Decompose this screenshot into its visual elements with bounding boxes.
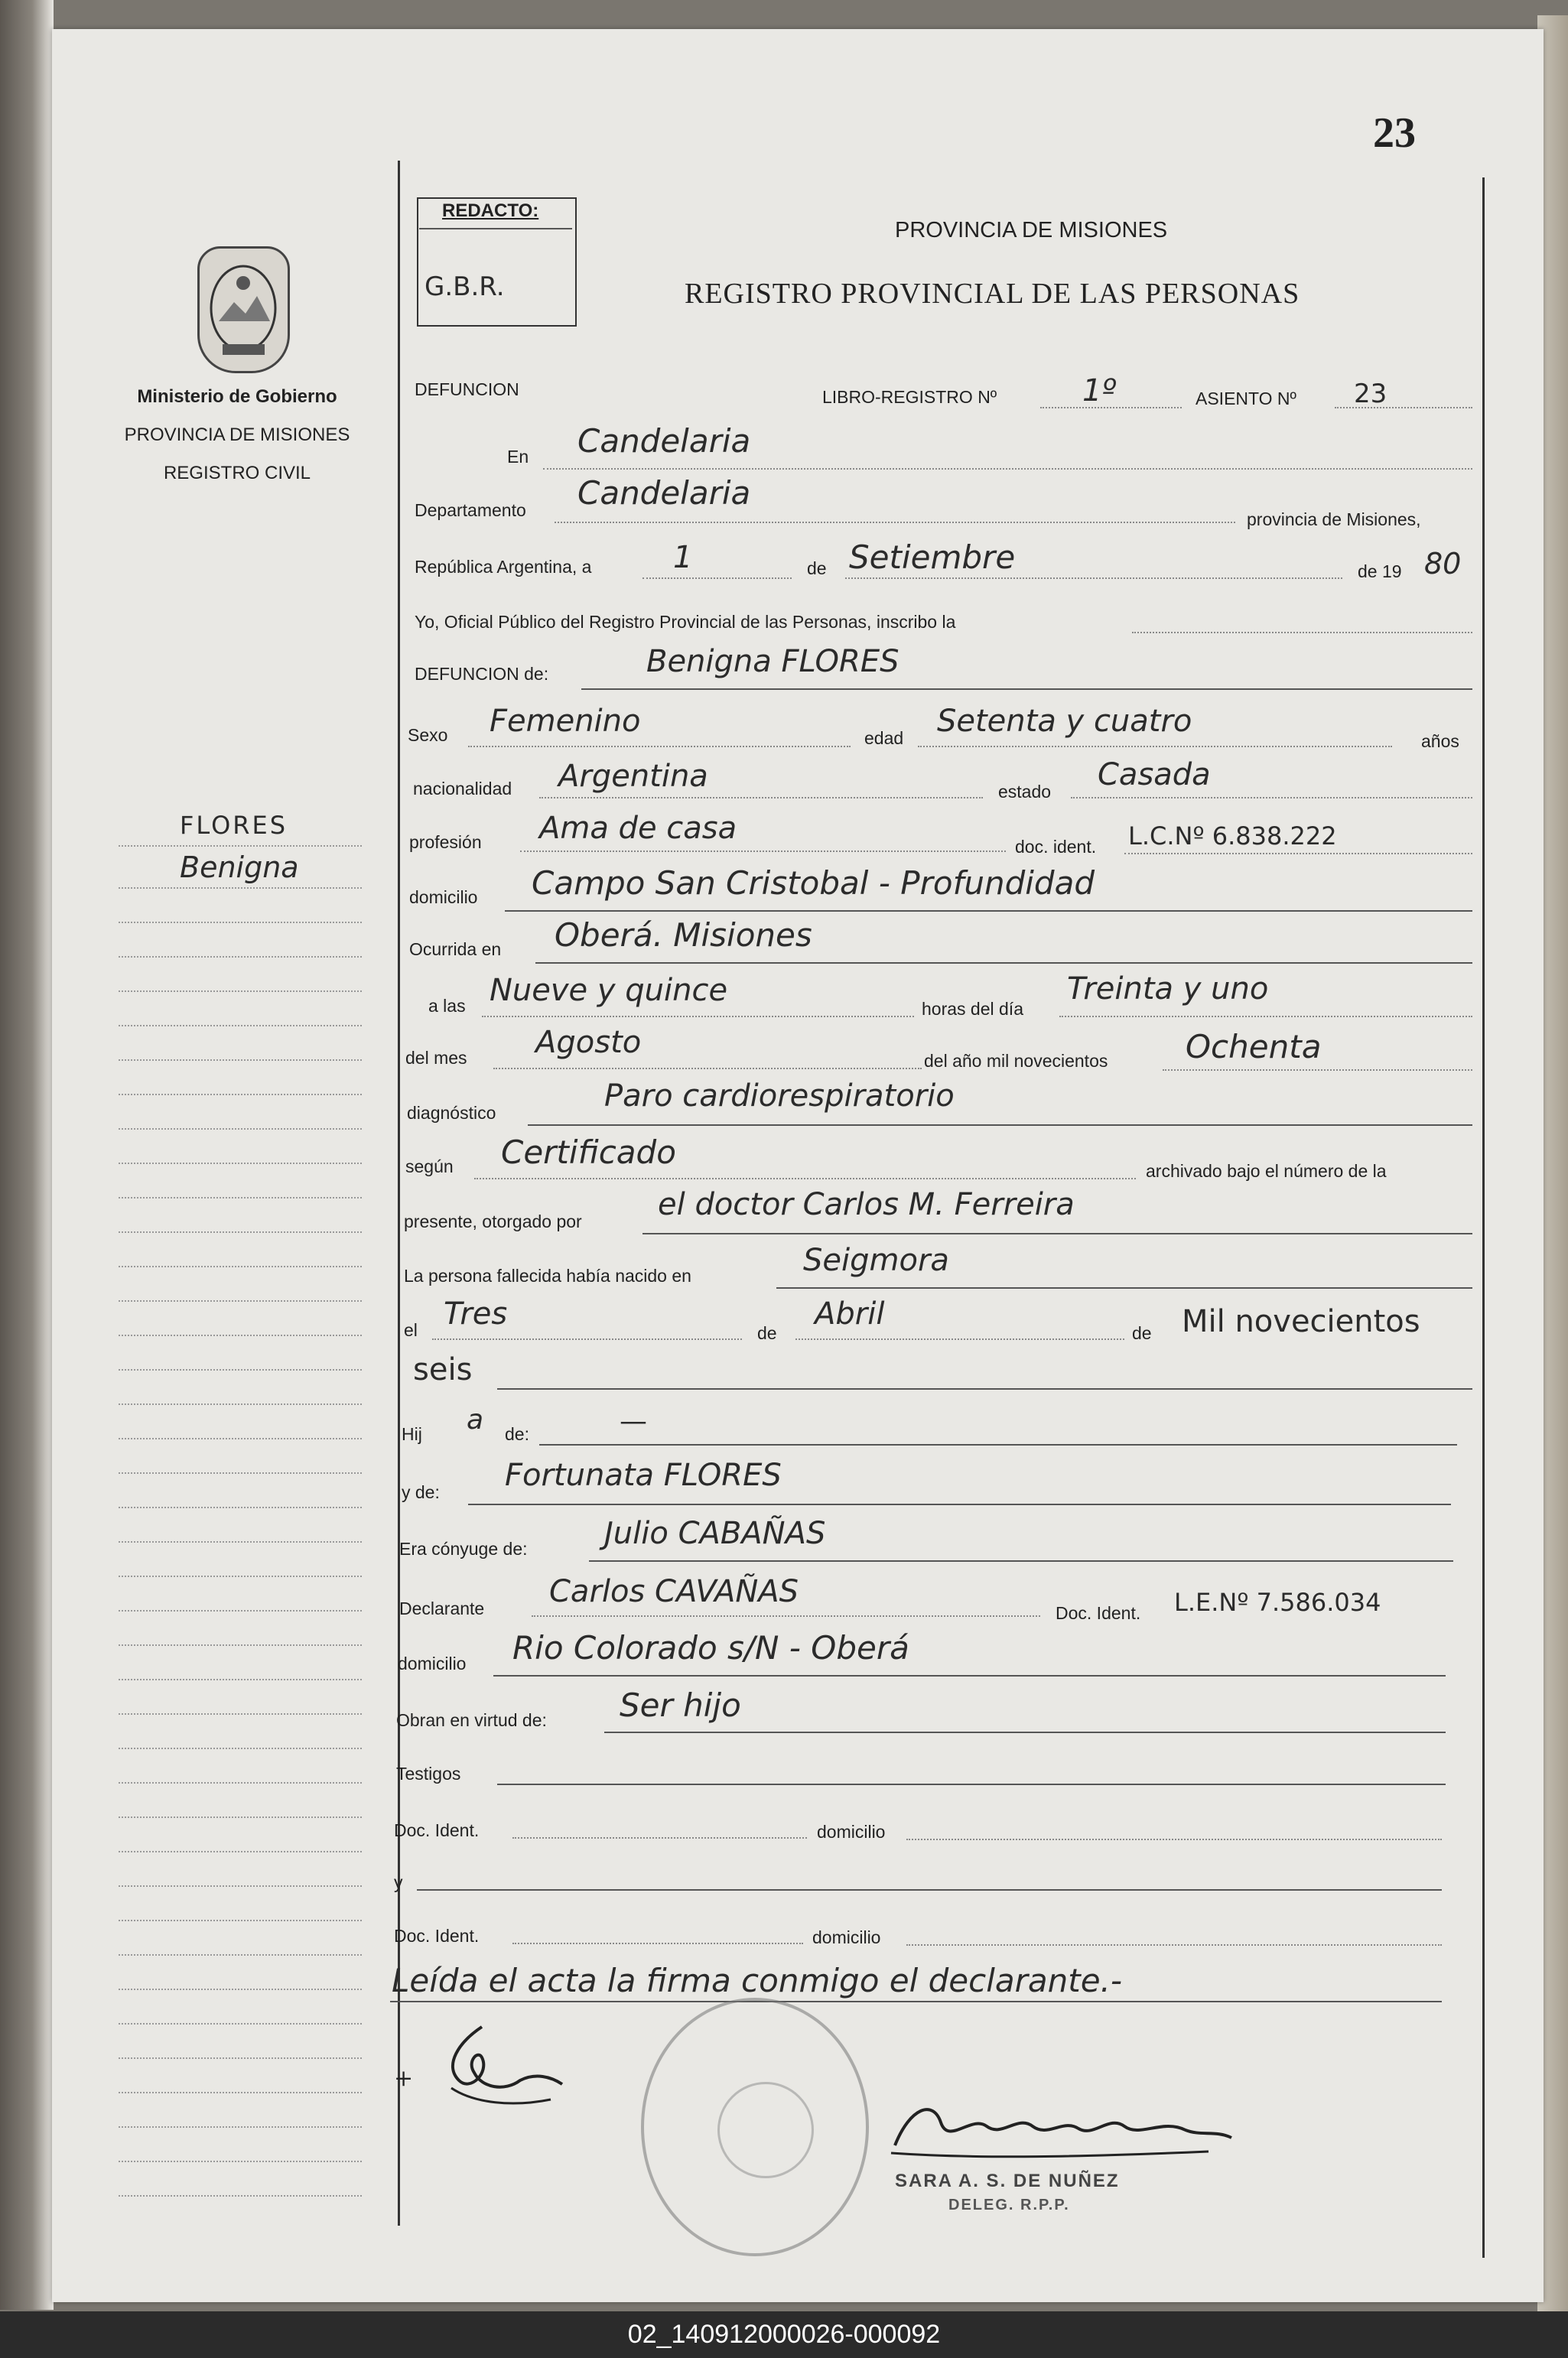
provincia-label: provincia de Misiones, xyxy=(1247,509,1421,529)
underline xyxy=(589,1560,1453,1562)
underline xyxy=(468,1504,1451,1505)
provincial-emblem-icon xyxy=(197,246,290,373)
margin-line xyxy=(119,1300,362,1302)
margin-line xyxy=(119,1197,362,1199)
underline xyxy=(417,1889,1442,1891)
civil-registry-label: REGISTRO CIVIL xyxy=(163,463,311,483)
alas-value: Nueve y quince xyxy=(490,973,728,1008)
doc1-label: Doc. Ident. xyxy=(394,1820,480,1840)
asiento-label: ASIENTO Nº xyxy=(1196,389,1296,408)
year-value: 80 xyxy=(1424,547,1462,581)
underline xyxy=(1163,1069,1472,1071)
el-label: el xyxy=(404,1320,418,1340)
underline xyxy=(604,1732,1446,1733)
margin-line xyxy=(119,2023,362,2025)
estado-value: Casada xyxy=(1098,757,1211,792)
record-type-label: DEFUNCION xyxy=(415,379,519,399)
official-name: SARA A. S. DE NUÑEZ xyxy=(895,2171,1120,2191)
profesion-value: Ama de casa xyxy=(539,811,737,846)
underline xyxy=(468,746,851,747)
y-label: y xyxy=(394,1872,403,1892)
alas-label: a las xyxy=(428,996,466,1016)
underline xyxy=(581,688,1472,690)
margin-surname: FLORES xyxy=(180,811,288,840)
underline xyxy=(642,577,792,579)
margin-line xyxy=(119,1576,362,1577)
margin-line xyxy=(119,1369,362,1371)
profesion-label: profesión xyxy=(409,832,482,852)
margin-given-name: Benigna xyxy=(180,851,299,884)
underline xyxy=(795,1338,1124,1340)
margin-line xyxy=(119,1920,362,1921)
underline xyxy=(520,851,1006,852)
declarante-label: Declarante xyxy=(399,1599,485,1618)
underline xyxy=(543,468,1472,470)
docident-value: L.C.Nº 6.838.222 xyxy=(1128,821,1337,851)
doc2-label: Doc. Ident. xyxy=(394,1926,480,1946)
official-signature-icon xyxy=(887,2092,1239,2164)
mes-value: Agosto xyxy=(535,1025,642,1060)
underline xyxy=(528,1124,1472,1126)
underline xyxy=(918,746,1392,747)
diagnostico-value: Paro cardiorespiratorio xyxy=(604,1078,955,1114)
underline xyxy=(512,1943,803,1944)
departamento-label: Departamento xyxy=(415,500,526,520)
margin-line xyxy=(119,1266,362,1267)
segun-label: según xyxy=(405,1156,454,1176)
dia-value: Treinta y uno xyxy=(1067,971,1269,1007)
yde-label: y de: xyxy=(402,1482,440,1502)
yo-label: Yo, Oficial Público del Registro Provincial de las Personas, inscribo la xyxy=(415,612,956,632)
underline xyxy=(390,2001,1442,2002)
nac-ano-value-cont: seis xyxy=(413,1352,473,1387)
sexo-value: Femenino xyxy=(490,704,641,739)
nac-dia-value: Tres xyxy=(444,1296,508,1332)
underline xyxy=(539,797,983,798)
margin-line xyxy=(119,1231,362,1233)
declarante-value: Carlos CAVAÑAS xyxy=(549,1574,799,1609)
ministry-label: Ministerio de Gobierno xyxy=(137,386,337,407)
underline xyxy=(539,1444,1457,1446)
margin-line xyxy=(119,922,362,923)
anos-label: años xyxy=(1421,731,1459,751)
nacido-label: La persona fallecida había nacido en xyxy=(404,1266,691,1286)
underline xyxy=(512,1837,807,1839)
left-province-label: PROVINCIA DE MISIONES xyxy=(124,424,350,445)
ocurrida-label: Ocurrida en xyxy=(409,939,502,959)
nacionalidad-label: nacionalidad xyxy=(413,779,512,798)
underline xyxy=(532,1615,1040,1617)
margin-line xyxy=(119,1748,362,1749)
province-title: PROVINCIA DE MISIONES xyxy=(895,218,1168,242)
margin-line xyxy=(119,1472,362,1474)
underline xyxy=(493,1068,922,1069)
margin-line xyxy=(119,956,362,958)
conyuge-label: Era cónyuge de: xyxy=(399,1539,528,1559)
underline xyxy=(906,1944,1442,1946)
domicilio-label: domicilio xyxy=(409,887,478,907)
official-title: DELEG. R.P.P. xyxy=(948,2197,1070,2213)
edad-label: edad xyxy=(864,728,904,748)
cross-mark: + xyxy=(394,2065,414,2092)
underline xyxy=(845,577,1342,579)
obran-label: Obran en virtud de: xyxy=(396,1710,547,1730)
seal-emblem-icon xyxy=(717,2082,814,2178)
domicilio-value: Campo San Cristobal - Profundidad xyxy=(532,864,1095,902)
margin-line xyxy=(119,1128,362,1130)
margin-line xyxy=(119,990,362,992)
presente-label: presente, otorgado por xyxy=(404,1212,582,1231)
margin-line xyxy=(119,1025,362,1026)
nac-ano-value: Mil novecientos xyxy=(1182,1304,1420,1339)
delmes-label: del mes xyxy=(405,1048,467,1068)
underline xyxy=(1059,1016,1472,1017)
margin-line xyxy=(119,2126,362,2128)
underline xyxy=(1124,853,1472,854)
margin-line xyxy=(119,1335,362,1336)
margin-line xyxy=(119,887,362,889)
margin-line xyxy=(119,2092,362,2093)
nac-de2-label: de xyxy=(1132,1323,1152,1343)
underline xyxy=(505,910,1472,912)
libro-label: LIBRO-REGISTRO Nº xyxy=(822,387,997,407)
archivado-label: archivado bajo el número de la xyxy=(1146,1161,1387,1181)
hij-label: Hij xyxy=(402,1424,422,1444)
image-id-footer: 02_140912000026-000092 xyxy=(0,2311,1568,2358)
dom1-label: domicilio xyxy=(817,1822,886,1842)
redacto-label: REDACTO: xyxy=(442,200,539,221)
nacido-value: Seigmora xyxy=(803,1243,949,1278)
leida-text: Leída el acta la firma conmigo el declarante.- xyxy=(392,1962,1123,1999)
underline xyxy=(1335,407,1472,408)
margin-line xyxy=(119,1782,362,1784)
underline xyxy=(493,1675,1446,1677)
dec-doc-value: L.E.Nº 7.586.034 xyxy=(1174,1588,1381,1617)
nacionalidad-value: Argentina xyxy=(558,759,708,794)
margin-line xyxy=(119,2195,362,2197)
estado-label: estado xyxy=(998,782,1052,802)
asiento-value: 23 xyxy=(1354,379,1387,409)
underline xyxy=(474,1178,1136,1179)
underline xyxy=(1071,797,1472,798)
delano-label: del año mil novecientos xyxy=(924,1051,1108,1071)
book-binding-left xyxy=(0,0,54,2310)
margin-line xyxy=(119,1094,362,1095)
margin-line xyxy=(119,1885,362,1887)
right-margin-rule xyxy=(1482,177,1485,2258)
nac-de1-label: de xyxy=(757,1323,777,1343)
underline xyxy=(497,1784,1446,1785)
dec-dom-label: domicilio xyxy=(398,1654,467,1673)
redacto-rule xyxy=(419,228,572,229)
en-label: En xyxy=(507,447,529,467)
diagnostico-label: diagnóstico xyxy=(407,1103,496,1123)
underline xyxy=(482,1016,914,1017)
libro-value: 1º xyxy=(1082,373,1117,408)
year-label: de 19 xyxy=(1358,561,1402,581)
hij-de-value: — xyxy=(620,1406,647,1437)
margin-line xyxy=(119,2161,362,2162)
margin-line xyxy=(119,845,362,847)
republica-label: República Argentina, a xyxy=(415,557,592,577)
redacto-value: G.B.R. xyxy=(425,272,505,302)
margin-line xyxy=(119,1989,362,1990)
edad-value: Setenta y cuatro xyxy=(937,704,1192,739)
conyuge-value: Julio CABAÑAS xyxy=(604,1516,826,1551)
hij-value: a xyxy=(467,1404,484,1436)
underline xyxy=(1132,632,1472,633)
dom2-label: domicilio xyxy=(812,1927,881,1947)
dec-doc-label: Doc. Ident. xyxy=(1056,1603,1141,1623)
ocurrida-value: Oberá. Misiones xyxy=(555,916,812,954)
nac-mes-value: Abril xyxy=(815,1296,885,1332)
horas-label: horas del día xyxy=(922,999,1023,1019)
ano-value: Ochenta xyxy=(1186,1028,1322,1065)
segun-value: Certificado xyxy=(501,1133,676,1171)
margin-line xyxy=(119,1507,362,1508)
hij-de-label: de: xyxy=(505,1424,529,1444)
underline xyxy=(1040,407,1182,408)
margin-line xyxy=(119,1403,362,1405)
underline xyxy=(906,1839,1442,1840)
en-value: Candelaria xyxy=(577,422,751,460)
sexo-label: Sexo xyxy=(408,725,448,745)
margin-line xyxy=(119,1438,362,1439)
page-number: 23 xyxy=(1373,109,1416,157)
underline xyxy=(642,1233,1472,1234)
yde-value: Fortunata FLORES xyxy=(505,1458,782,1493)
underline xyxy=(432,1338,742,1340)
docident-label: doc. ident. xyxy=(1015,837,1097,857)
defuncion-de-label: DEFUNCION de: xyxy=(415,664,549,684)
day-value: 1 xyxy=(673,540,693,575)
left-margin-rule xyxy=(398,161,400,2226)
testigos-label: Testigos xyxy=(396,1764,461,1784)
obran-value: Ser hijo xyxy=(620,1686,741,1724)
presente-value: el doctor Carlos M. Ferreira xyxy=(658,1187,1075,1222)
margin-line xyxy=(119,1644,362,1646)
month-value: Setiembre xyxy=(849,538,1016,576)
margin-line xyxy=(119,1541,362,1543)
declarant-signature-icon xyxy=(436,2019,566,2122)
registry-title: REGISTRO PROVINCIAL DE LAS PERSONAS xyxy=(685,278,1300,310)
margin-line xyxy=(119,1163,362,1164)
underline xyxy=(776,1287,1472,1289)
underline xyxy=(555,522,1235,523)
underline xyxy=(535,962,1472,964)
margin-line xyxy=(119,1713,362,1715)
margin-line xyxy=(119,1954,362,1956)
margin-line xyxy=(119,1679,362,1680)
margin-line xyxy=(119,1851,362,1852)
margin-line xyxy=(119,1059,362,1061)
dec-dom-value: Rio Colorado s/N - Oberá xyxy=(512,1629,909,1667)
defuncion-de-value: Benigna FLORES xyxy=(646,644,899,679)
departamento-value: Candelaria xyxy=(577,474,751,512)
underline xyxy=(497,1388,1472,1390)
margin-line xyxy=(119,1610,362,1612)
de-label: de xyxy=(807,558,827,578)
margin-line xyxy=(119,1816,362,1818)
margin-line xyxy=(119,2057,362,2059)
